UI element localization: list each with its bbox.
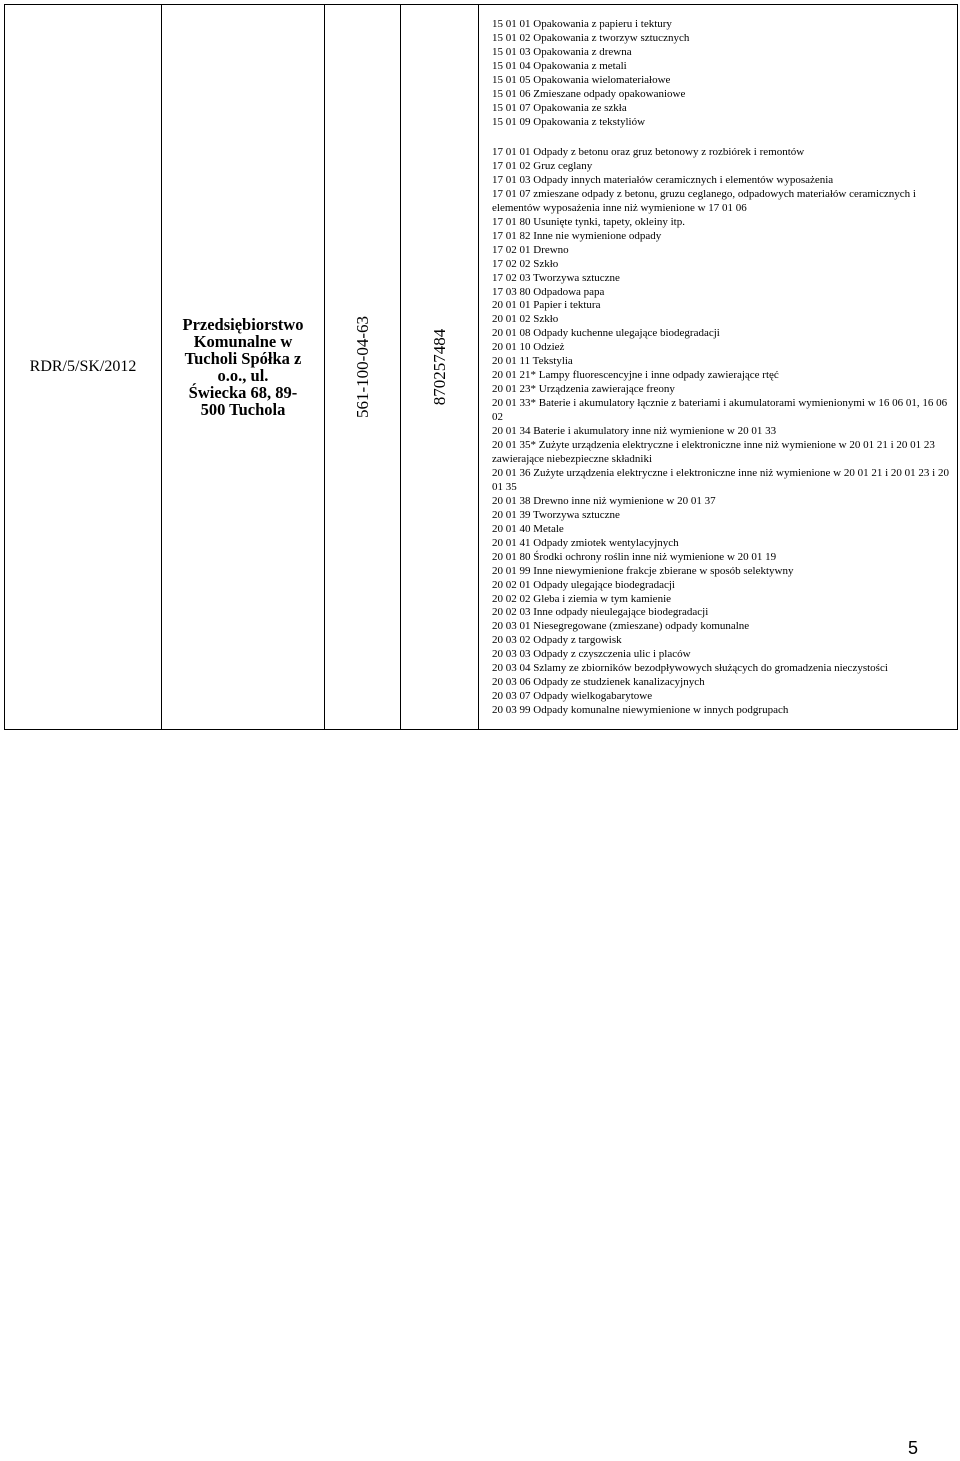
waste-code-item: 15 01 05 Opakowania wielomateriałowe (492, 73, 671, 86)
waste-code-item: 20 03 03 Odpady z czyszczenia ulic i placów (492, 648, 691, 661)
waste-code-item: 20 03 06 Odpady ze studzienek kanalizacyjnych (492, 676, 705, 689)
waste-code-item: 20 01 34 Baterie i akumulatory inne niż wymienione w 20 01 33 (492, 425, 777, 438)
waste-codes-group-packaging (492, 18, 949, 130)
waste-code-item: 20 01 11 Tekstylia (492, 355, 573, 368)
waste-code-item: 17 01 82 Inne nie wymienione odpady (492, 229, 662, 242)
company-line: 500 Tuchola (200, 400, 286, 419)
company-name-address (177, 316, 310, 418)
waste-code-item: 20 03 02 Odpady z targowisk (492, 634, 622, 647)
waste-code-item: 20 01 08 Odpady kuchenne ulegające biodegradacji (492, 327, 720, 340)
waste-code-item: 20 01 39 Tworzywa sztuczne (492, 508, 620, 521)
page-number: 5 (908, 1438, 919, 1458)
waste-code-item: 20 03 99 Odpady komunalne niewymienione w innych podgrupach (492, 704, 789, 717)
waste-code-item: 17 01 03 Odpady innych materiałów ceramicznych i elementów wyposażenia (492, 173, 834, 186)
company-cell (162, 5, 325, 729)
waste-code-item: 20 02 01 Odpady ulegające biodegradacji (492, 578, 675, 591)
waste-code-item: 20 02 02 Gleba i ziemia w tym kamienie (492, 592, 672, 605)
waste-code-item: 17 01 80 Usunięte tynki, tapety, okleiny itp. (492, 215, 685, 228)
register-table (4, 4, 958, 730)
waste-code-item: 15 01 03 Opakowania z drewna (492, 45, 632, 58)
waste-code-item: 20 03 04 Szlamy ze zbiorników bezodpływowych służących do gromadzenia nieczystości (492, 662, 888, 675)
nip-number: 561-100-04-63 (352, 316, 372, 418)
waste-code-item: 20 01 38 Drewno inne niż wymienione w 20 01 37 (492, 494, 716, 507)
waste-code-item: 15 01 06 Zmieszane odpady opakowaniowe (492, 87, 686, 100)
waste-code-item: 17 01 07 zmieszane odpady z betonu, gruzu ceglanego, odpadowych materiałów ceramicznych i elementów wyposażenia inne niż wymienione w 17 01 06 (492, 187, 916, 214)
company-line: Tucholi Spółka z (184, 349, 302, 368)
waste-code-item: 15 01 04 Opakowania z metali (492, 59, 627, 72)
company-line: o.o., ul. (217, 366, 269, 385)
register-number-cell (5, 5, 162, 729)
waste-code-item: 20 01 21* Lampy fluorescencyjne i inne odpady zawierające rtęć (492, 369, 779, 382)
waste-code-item: 20 01 01 Papier i tektura (492, 299, 601, 312)
waste-code-item: 17 02 02 Szkło (492, 257, 559, 270)
waste-code-item: 17 02 01 Drewno (492, 243, 569, 256)
waste-code-item: 20 03 01 Niesegregowane (zmieszane) odpady komunalne (492, 620, 750, 633)
waste-code-item: 20 01 33* Baterie i akumulatory łącznie z bateriami i akumulatorami wymienionymi w 16 06 01, 16 06 02 (492, 397, 948, 424)
waste-code-item: 20 01 10 Odzież (492, 341, 565, 354)
waste-code-item: 15 01 02 Opakowania z tworzyw sztucznych (492, 31, 690, 44)
waste-code-item: 15 01 01 Opakowania z papieru i tektury (492, 18, 672, 30)
waste-code-item: 20 01 02 Szkło (492, 313, 559, 326)
waste-code-item: 20 01 23* Urządzenia zawierające freony (492, 383, 675, 396)
waste-code-item: 20 01 35* Zużyte urządzenia elektryczne i elektroniczne inne niż wymienione w 20 01 21 i 20 01 23 zawierające niebezpieczne składniki (492, 439, 935, 465)
waste-code-item: 17 01 02 Gruz ceglany (492, 159, 593, 172)
waste-code-item: 17 01 01 Odpady z betonu oraz gruz betonowy z rozbiórek i remontów (492, 146, 805, 158)
waste-codes-group-construction-municipal (492, 146, 949, 718)
waste-code-item: 15 01 07 Opakowania ze szkła (492, 101, 627, 114)
company-line: Komunalne w (193, 332, 293, 351)
regon-number: 870257484 (429, 328, 449, 406)
nip-cell (325, 5, 401, 729)
waste-code-item: 20 01 36 Zużyte urządzenia elektryczne i elektroniczne inne niż wymienione w 20 01 21 i 20 01 23 i 20 01 35 (492, 466, 949, 493)
waste-codes-cell (479, 5, 957, 729)
waste-code-item: 20 01 80 Środki ochrony roślin inne niż wymienione w 20 01 19 (492, 550, 777, 563)
company-line: Świecka 68, 89- (188, 383, 298, 402)
waste-code-item: 20 03 07 Odpady wielkogabarytowe (492, 690, 653, 703)
waste-code-item: 17 03 80 Odpadowa papa (492, 285, 605, 298)
waste-code-item: 20 02 03 Inne odpady nieulegające biodegradacji (492, 606, 709, 619)
waste-code-item: 15 01 09 Opakowania z tekstyliów (492, 115, 646, 128)
waste-code-item: 17 02 03 Tworzywa sztuczne (492, 271, 620, 284)
company-line: Przedsiębiorstwo (182, 315, 304, 334)
waste-code-item: 20 01 41 Odpady zmiotek wentylacyjnych (492, 536, 679, 549)
regon-cell (401, 5, 479, 729)
waste-code-item: 20 01 99 Inne niewymienione frakcje zbierane w sposób selektywny (492, 564, 794, 577)
register-number: RDR/5/SK/2012 (29, 358, 137, 375)
waste-code-item: 20 01 40 Metale (492, 522, 564, 535)
